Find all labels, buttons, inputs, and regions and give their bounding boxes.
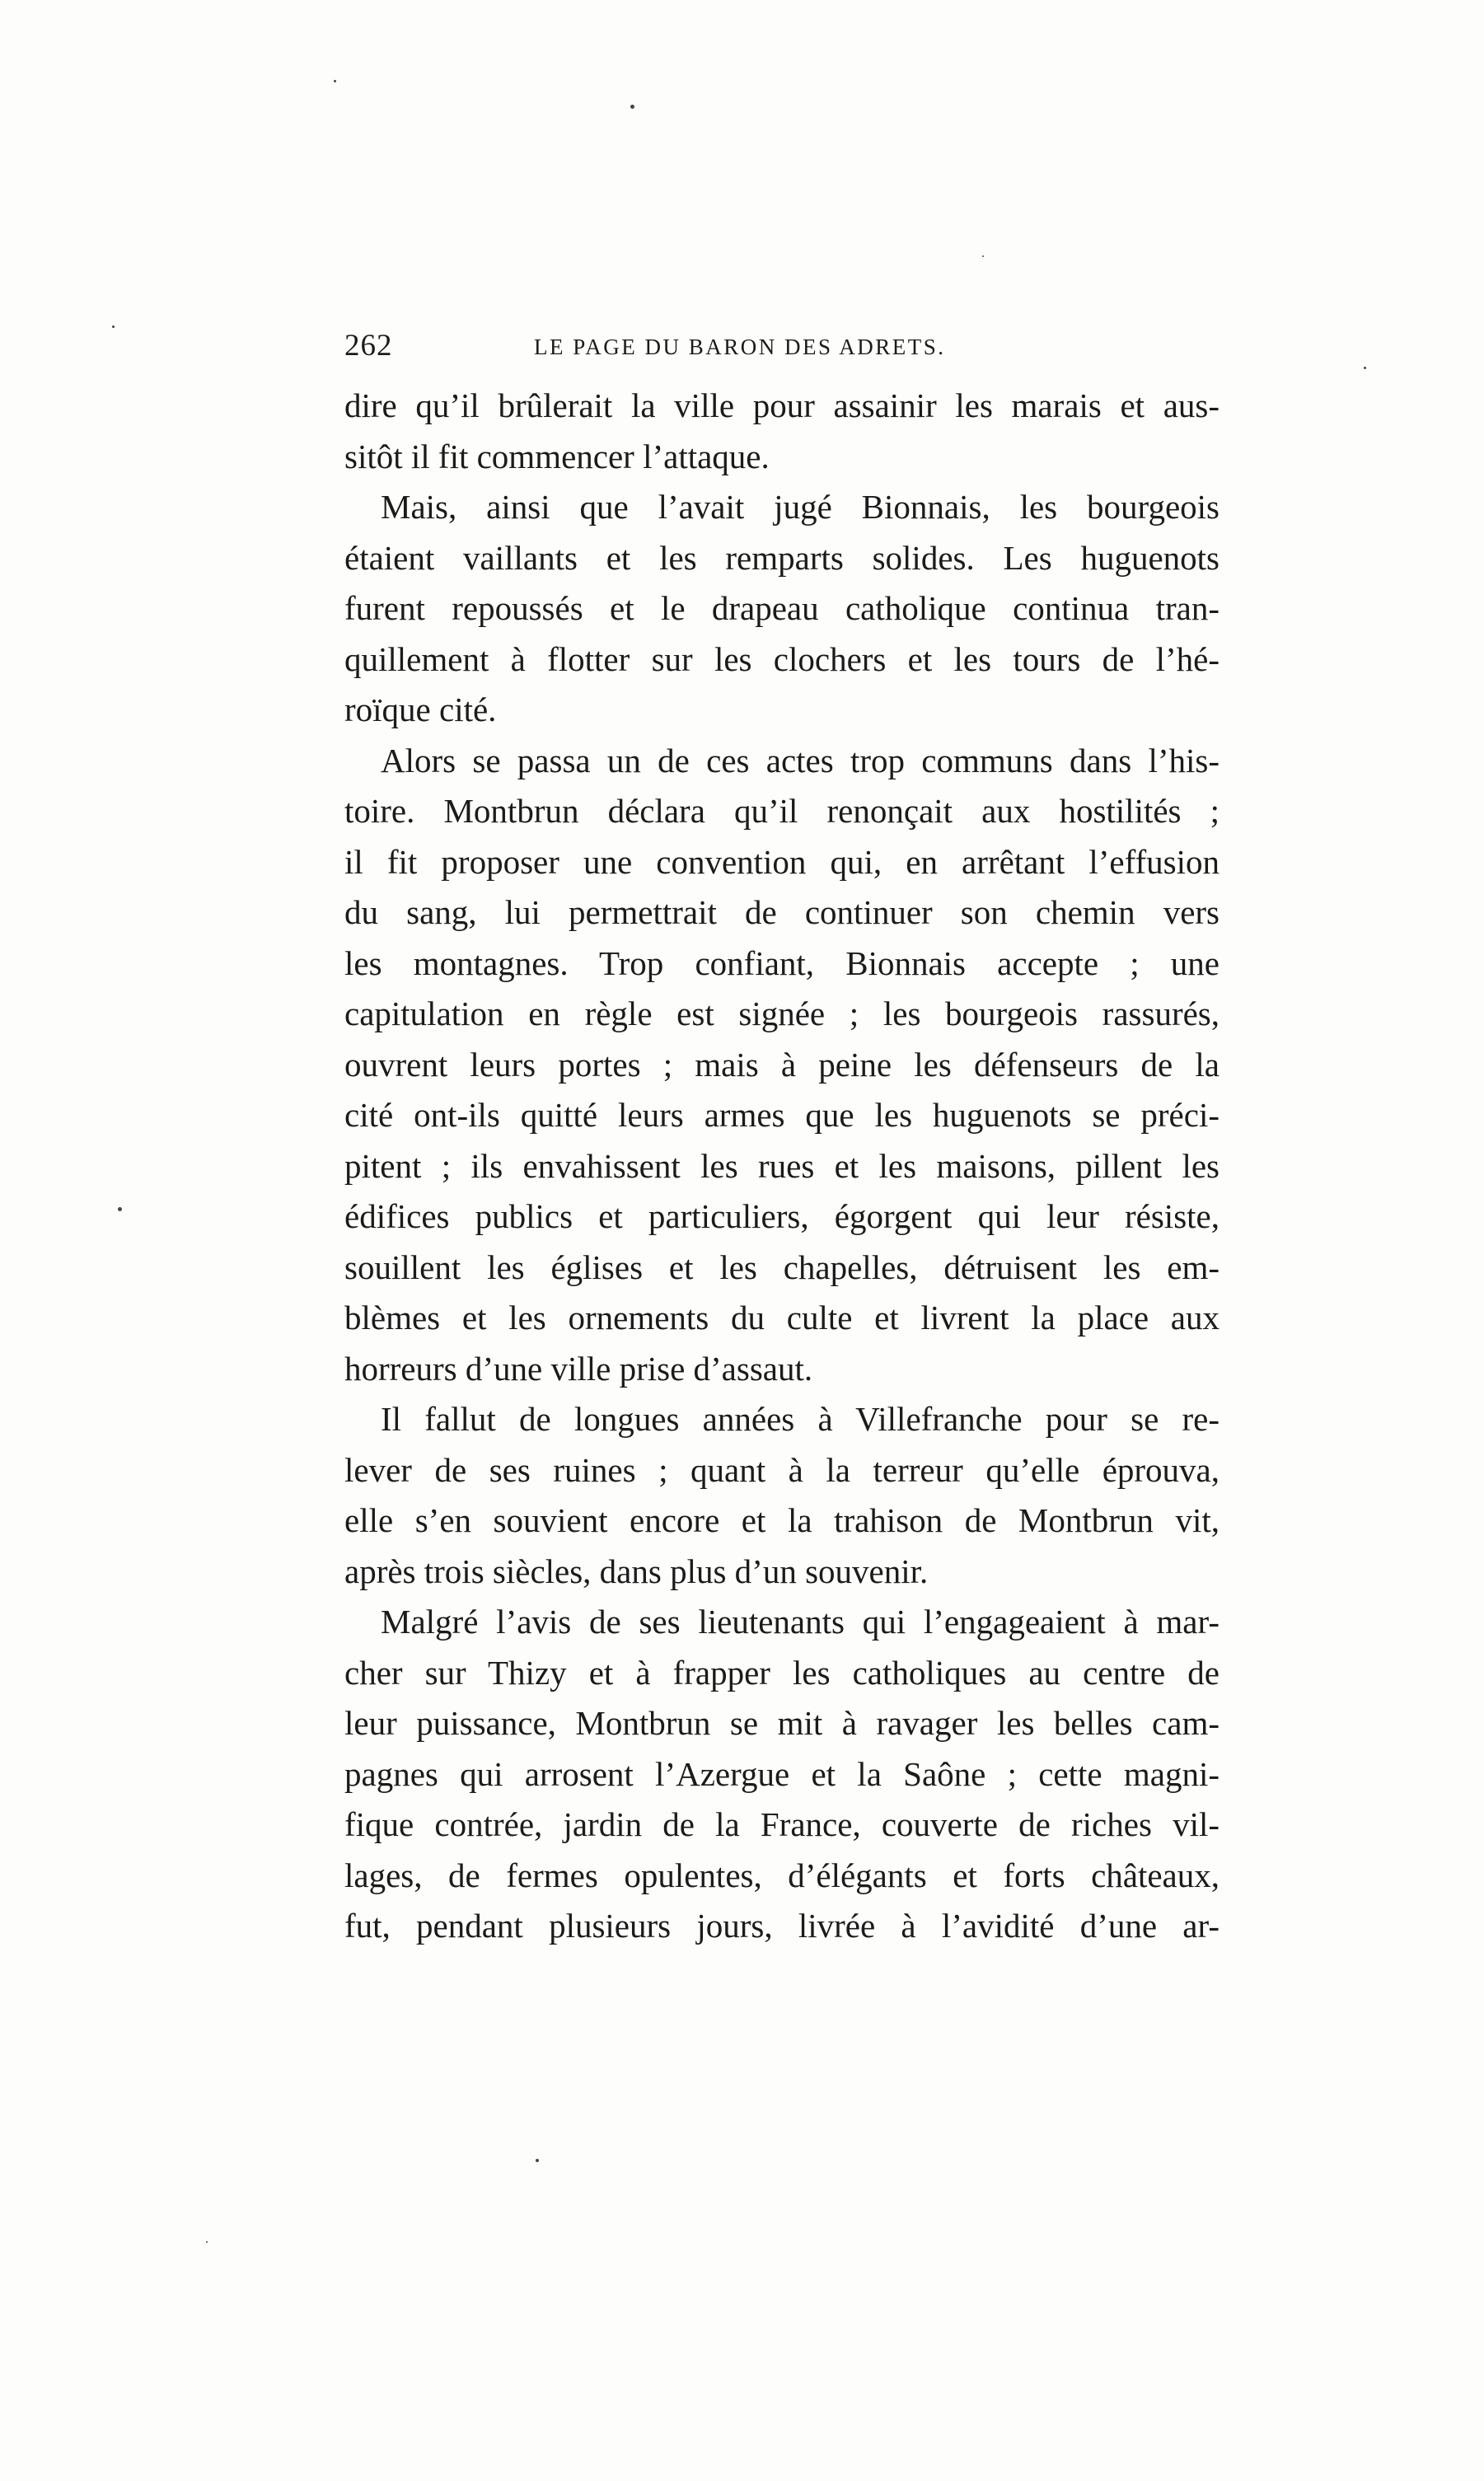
text-line: lever de ses ruines ; quant à la terreur qu’elle éprouva, [344,1450,1220,1489]
text-line: fique contrée, jardin de la France, couverte de riches vil- [344,1805,1220,1843]
paper-speck [334,80,336,82]
paragraph [344,381,1220,482]
paper-speck [630,105,634,109]
text-line: souillent les églises et les chapelles, détruisent les em- [344,1248,1220,1286]
text-line: toire. Montbrun déclara qu’il renonçait aux hostilités ; [344,792,1220,830]
page-header [344,323,1220,372]
paragraph [344,736,1220,1395]
text-line: elle s’en souvient encore et la trahison de Montbrun vit, [344,1501,1220,1539]
text-line: étaient vaillants et les remparts solides. Les huguenots [344,538,1220,577]
paper-speck [982,255,984,257]
paper-speck [1364,367,1366,369]
text-line: après trois siècles, dans plus d’un souvenir. [344,1552,929,1590]
text-line: capitulation en règle est signée ; les bourgeois rassurés, [344,995,1220,1032]
paper-speck [118,1207,122,1211]
text-line: Il fallut de longues années à Villefranche pour se re- [381,1400,1220,1438]
text-line: dire qu’il brûlerait la ville pour assainir les marais et aus- [344,386,1220,424]
text-line: pitent ; ils envahissent les rues et les maisons, pillent les [344,1146,1220,1185]
text-line: édifices publics et particuliers, égorgent qui leur résiste, [344,1197,1220,1235]
running-title: LE PAGE DU BARON DES ADRETS. [534,335,946,359]
text-line: Malgré l’avis de ses lieutenants qui l’engageaient à mar- [381,1603,1220,1641]
text-line: quillement à flotter sur les clochers et les tours de l’hé- [344,639,1220,678]
paper-speck [112,325,115,328]
text-line: Alors se passa un de ces actes trop communs dans l’his- [381,741,1220,779]
text-line: lages, de fermes opulentes, d’élégants et forts châteaux, [344,1856,1220,1894]
text-line: du sang, lui permettrait de continuer son chemin vers [344,893,1220,931]
text-line: il fit proposer une convention qui, en arrêtant l’effusion [344,842,1220,881]
text-line: Mais, ainsi que l’avait jugé Bionnais, les bourgeois [381,488,1220,526]
text-line: leur puissance, Montbrun se mit à ravager les belles cam- [344,1704,1220,1742]
paragraph [344,482,1220,736]
paper-speck [536,2159,539,2162]
paragraph [344,1597,1220,1952]
page-number: 262 [344,329,393,363]
text-line: ouvrent leurs portes ; mais à peine les défenseurs de la [344,1045,1220,1084]
text-line: cité ont-ils quitté leurs armes que les huguenots se préci- [344,1096,1220,1134]
text-line: fut, pendant plusieurs jours, livrée à l’avidité d’une ar- [344,1907,1220,1945]
paragraph [344,1394,1220,1597]
text-line: blèmes et les ornements du culte et livrent la place aux [344,1299,1220,1336]
text-line: horreurs d’une ville prise d’assaut. [344,1349,813,1388]
text-line: roïque cité. [344,690,497,728]
text-line: les montagnes. Trop confiant, Bionnais accepte ; une [344,943,1220,982]
text-line: sitôt il fit commencer l’attaque. [344,437,770,475]
text-line: pagnes qui arrosent l’Azergue et la Saône ; cette magni- [344,1754,1220,1793]
paper-speck [206,2241,208,2243]
text-line: cher sur Thizy et à frapper les catholiques au centre de [344,1653,1220,1692]
body-text [344,381,1220,1952]
text-line: furent repoussés et le drapeau catholique continua tran- [344,589,1220,627]
